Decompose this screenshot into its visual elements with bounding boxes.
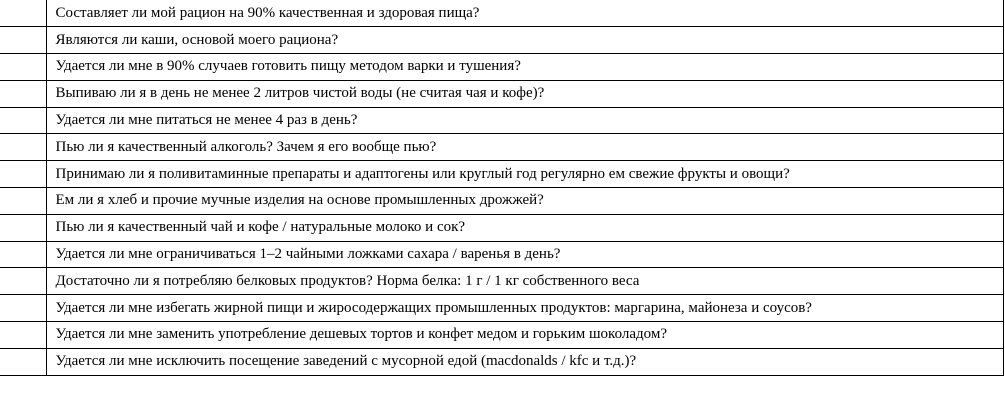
table-row <box>0 27 1004 54</box>
table-row <box>0 348 1004 375</box>
answer-cell[interactable] <box>0 0 46 27</box>
question-cell: Пью ли я качественный алкоголь? Зачем я его вообще пью? <box>46 134 1004 161</box>
question-cell: Удается ли мне избегать жирной пищи и жиросодержащих промышленных продуктов: маргарина, майонеза и соусов? <box>46 295 1004 322</box>
answer-cell[interactable] <box>0 161 46 188</box>
question-cell: Достаточно ли я потребляю белковых продуктов? Норма белка: 1 г / 1 кг собственного веса <box>46 268 1004 295</box>
answer-cell[interactable] <box>0 107 46 134</box>
table-row <box>0 54 1004 81</box>
question-cell: Составляет ли мой рацион на 90% качественная и здоровая пища? <box>46 0 1004 27</box>
answer-cell[interactable] <box>0 54 46 81</box>
question-cell: Пью ли я качественный чай и кофе / натуральные молоко и сок? <box>46 214 1004 241</box>
table-row <box>0 188 1004 215</box>
table-row <box>0 214 1004 241</box>
answer-cell[interactable] <box>0 27 46 54</box>
answer-cell[interactable] <box>0 134 46 161</box>
question-cell: Удается ли мне ограничиваться 1–2 чайными ложками сахара / варенья в день? <box>46 241 1004 268</box>
table-row <box>0 322 1004 349</box>
table-row <box>0 134 1004 161</box>
answer-cell[interactable] <box>0 348 46 375</box>
question-cell: Выпиваю ли я в день не менее 2 литров чистой воды (не считая чая и кофе)? <box>46 80 1004 107</box>
table-row <box>0 268 1004 295</box>
question-cell: Удается ли мне питаться не менее 4 раз в день? <box>46 107 1004 134</box>
answer-cell[interactable] <box>0 80 46 107</box>
table-row <box>0 80 1004 107</box>
table-row <box>0 107 1004 134</box>
answer-cell[interactable] <box>0 322 46 349</box>
table-row <box>0 241 1004 268</box>
answer-cell[interactable] <box>0 241 46 268</box>
answer-cell[interactable] <box>0 295 46 322</box>
answer-cell[interactable] <box>0 188 46 215</box>
answer-cell[interactable] <box>0 268 46 295</box>
question-cell: Являются ли каши, основой моего рациона? <box>46 27 1004 54</box>
question-cell: Ем ли я хлеб и прочие мучные изделия на основе промышленных дрожжей? <box>46 188 1004 215</box>
table-row <box>0 161 1004 188</box>
table-row <box>0 0 1004 27</box>
question-cell: Удается ли мне в 90% случаев готовить пищу методом варки и тушения? <box>46 54 1004 81</box>
question-cell: Удается ли мне заменить употребление дешевых тортов и конфет медом и горьким шоколадом? <box>46 322 1004 349</box>
question-cell: Удается ли мне исключить посещение заведений с мусорной едой (macdonalds / kfc и т.д.)? <box>46 348 1004 375</box>
answer-cell[interactable] <box>0 214 46 241</box>
table-row <box>0 295 1004 322</box>
question-cell: Принимаю ли я поливитаминные препараты и адаптогены или круглый год регулярно ем свежие фрукты и овощи? <box>46 161 1004 188</box>
